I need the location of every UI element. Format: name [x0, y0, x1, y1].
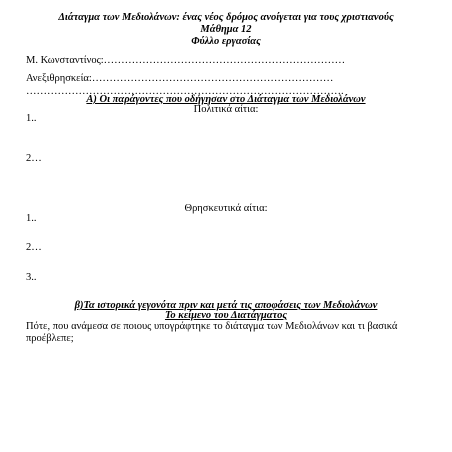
- field-constantine: Μ. Κωνσταντίνος:……………………………………………………………: [26, 55, 346, 66]
- worksheet-label: Φύλλο εργασίας: [191, 36, 261, 47]
- section-b-subheading: Το κείμενο του Διατάγματος: [164, 310, 288, 321]
- religious-item-1: 1..: [26, 213, 37, 224]
- section-a-heading: Α) Οι παράγοντες που οδήγησαν στο Διάταγμα των Μεδιολάνων: [86, 94, 366, 105]
- field-religiosity: Ανεξιθρησκεία:……………………………………………………………: [26, 73, 334, 84]
- document-title: Διάταγμα των Μεδιολάνων: ένας νέος δρόμος ανοίγεται για τους χριστιανούς: [58, 12, 394, 23]
- section-b-heading: β)Τα ιστορικά γεγονότα πριν και μετά τις αποφάσεις των Μεδιολάνων: [74, 300, 378, 311]
- political-item-1: 1..: [26, 113, 37, 124]
- lesson-number: Μάθημα 12: [200, 24, 252, 35]
- religious-item-3: 3..: [26, 272, 37, 283]
- political-item-2: 2…: [26, 153, 42, 164]
- section-b-question: Πότε, που ανάμεσα σε ποιους υπογράφτηκε το διάταγμα των Μεδιολάνων και τι βασικά προέβλεπε;: [26, 321, 398, 344]
- religious-item-2: 2…: [26, 242, 42, 253]
- religious-causes-label: Θρησκευτικά αίτια:: [184, 203, 268, 214]
- field-continuation: ……………………………………………………………………………….: [26, 86, 344, 97]
- political-causes-label: Πολιτικά αίτια:: [193, 104, 259, 115]
